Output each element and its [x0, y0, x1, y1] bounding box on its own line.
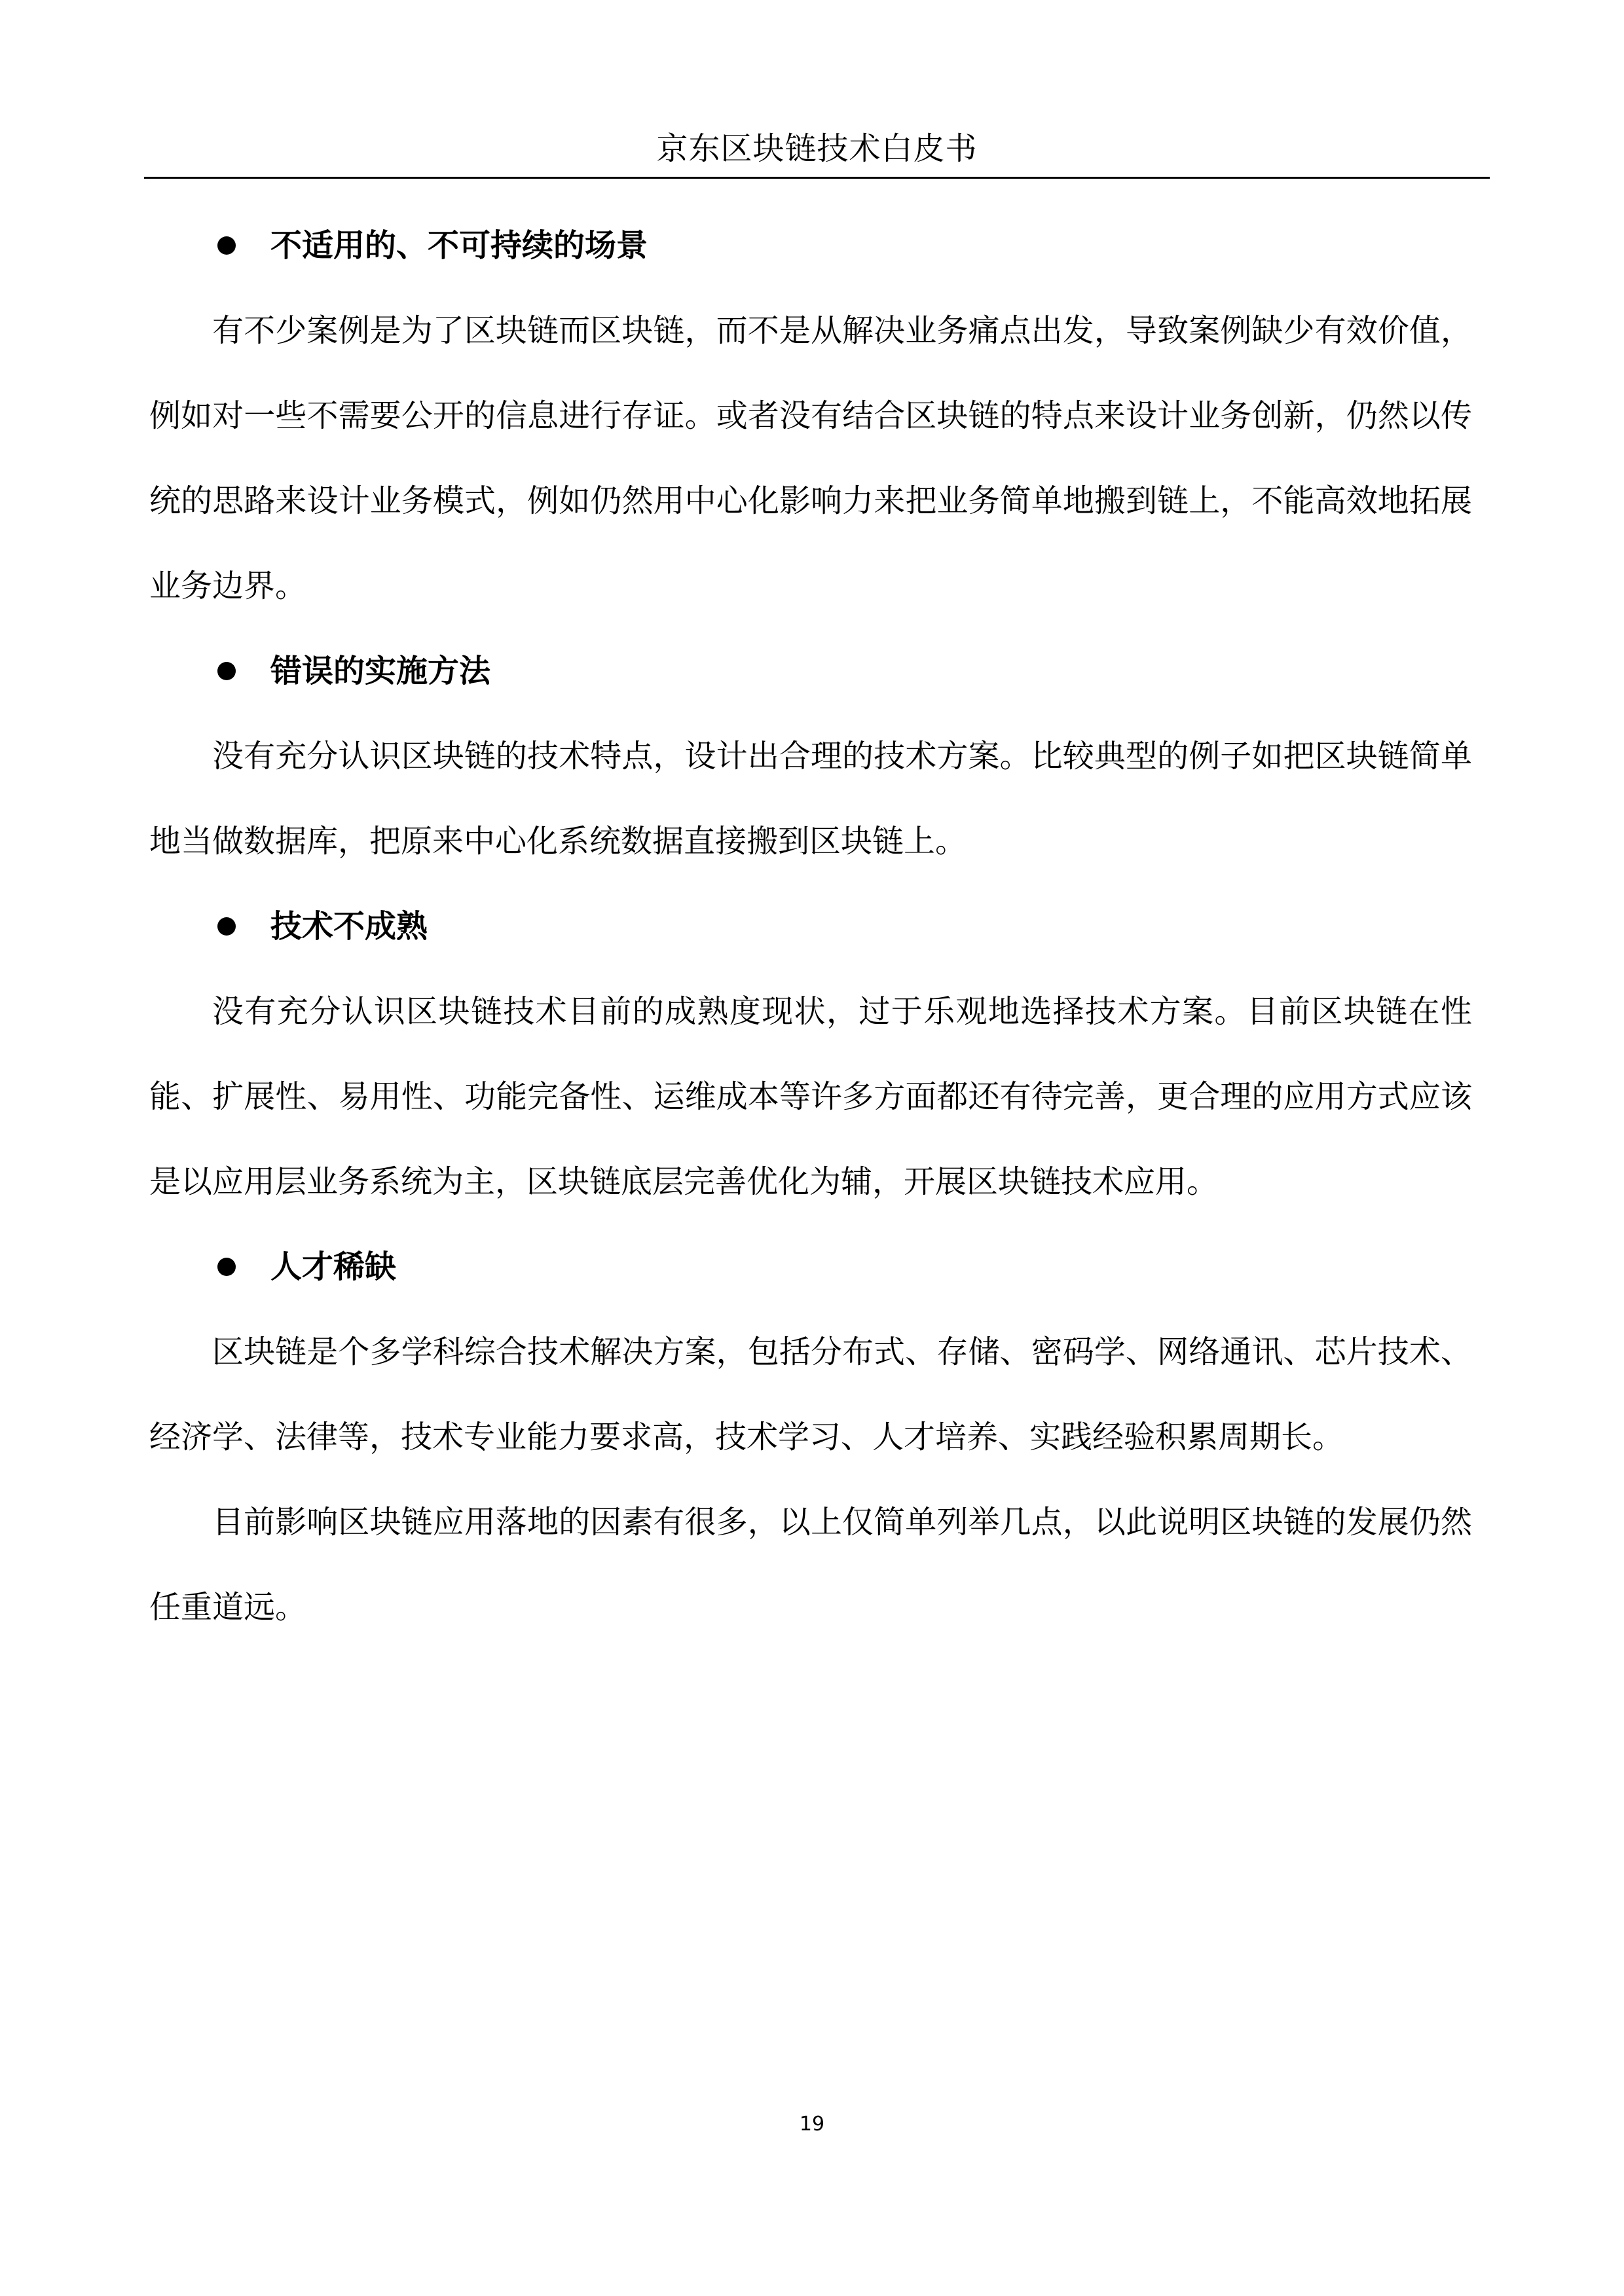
bullet-icon	[217, 662, 236, 680]
section-heading	[149, 884, 1472, 969]
section-heading-text: 人才稀缺	[270, 1248, 397, 1285]
section-heading-text: 不适用的、不可持续的场景	[270, 227, 648, 264]
section-heading-text: 错误的实施方法	[270, 653, 491, 689]
paragraph: 区块链是个多学科综合技术解决方案，包括分布式、存储、密码学、网络通讯、芯片技术、经济学、法律等，技术专业能力要求高，技术学习、人才培养、实践经验积累周期长。	[149, 1334, 1472, 1455]
header-title: 京东区块链技术白皮书	[656, 130, 978, 167]
bullet-icon	[217, 1258, 236, 1276]
section-heading	[149, 629, 1472, 714]
paragraph: 没有充分认识区块链的技术特点，设计出合理的技术方案。比较典型的例子如把区块链简单地当做数据库，把原来中心化系统数据直接搬到区块链上。	[149, 738, 1472, 860]
section-heading	[149, 203, 1472, 288]
bullet-icon	[217, 917, 236, 936]
paragraph: 有不少案例是为了区块链而区块链，而不是从解决业务痛点出发，导致案例缺少有效价值，例如对一些不需要公开的信息进行存证。或者没有结合区块链的特点来设计业务创新，仍然以传统的思路来设计业务模式，例如仍然用中心化影响力来把业务简单地搬到链上，不能高效地拓展业务边界。	[149, 312, 1472, 604]
section-heading-text: 技术不成熟	[270, 908, 428, 945]
bullet-icon	[217, 236, 236, 255]
section-heading	[149, 1224, 1472, 1309]
paragraph: 目前影响区块链应用落地的因素有很多，以上仅简单列举几点，以此说明区块链的发展仍然任重道远。	[149, 1504, 1472, 1626]
document-body	[149, 203, 1472, 1650]
page-number: 19	[799, 2113, 825, 2136]
page-header	[144, 121, 1490, 179]
paragraph: 没有充分认识区块链技术目前的成熟度现状，过于乐观地选择技术方案。目前区块链在性能、扩展性、易用性、功能完备性、运维成本等许多方面都还有待完善，更合理的应用方式应该是以应用层业务系统为主，区块链底层完善优化为辅，开展区块链技术应用。	[149, 993, 1472, 1200]
